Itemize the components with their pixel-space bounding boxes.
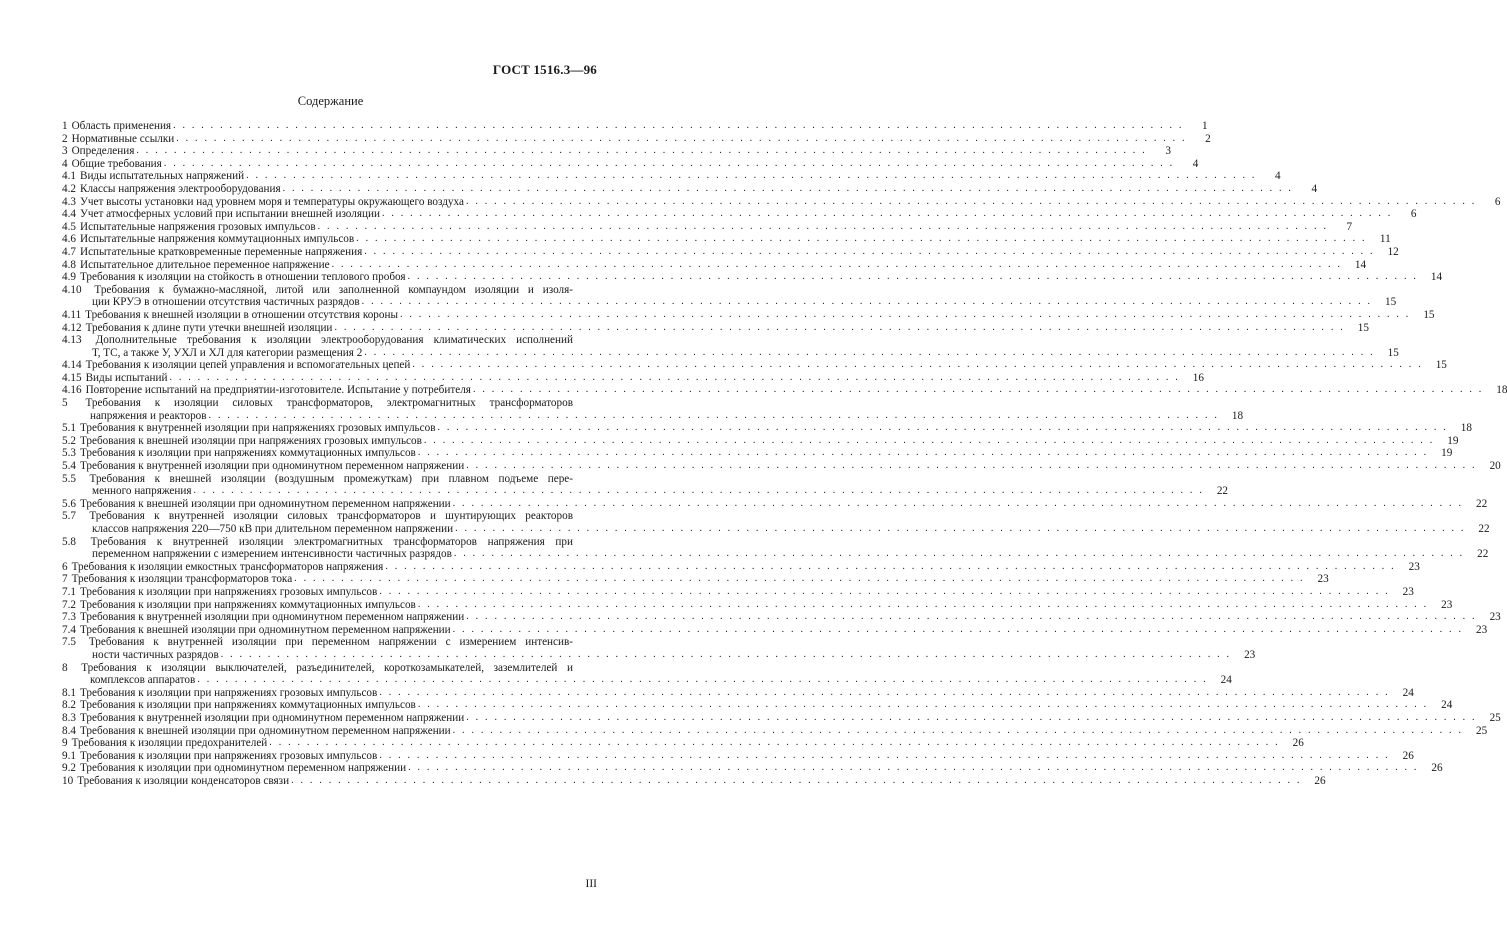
- toc-entry-text: Общие требования: [71, 157, 162, 170]
- toc-entry-number: 4.14: [62, 359, 82, 372]
- toc-entry[interactable]: [62, 623, 1488, 637]
- toc-dot-leader: . . . . . . . . . . . . . . . . . . . . . . . . . . . . . . . . . . . . . . . . . . . . . . . . . . . . . . . . . . . . . . . . . . . . . . . . . . . . . . . . . . . . . . . . . . . . . . . . . . . . . . . . . . . .: [400, 308, 1411, 320]
- toc-entry-number: 5.6: [62, 497, 76, 510]
- toc-entry-text: Требования к внешней изоляции в отношении отсутствия короны: [85, 308, 398, 321]
- toc-entry-text: Требования к внешней изоляции (воздушным промежуткам) при плавном подъеме пере-: [89, 472, 573, 485]
- toc-dot-leader: . . . . . . . . . . . . . . . . . . . . . . . . . . . . . . . . . . . . . . . . . . . . . . . . . . . . . . . . . . . . . . . . . . . . . . . . . . . . . . . . . . . . . . . . . . . . . . . . . . . . . . . . . . . .: [269, 737, 1280, 749]
- toc-entry[interactable]: [62, 548, 1489, 561]
- toc-entry-text: Повторение испытаний на предприятии-изготовителе. Испытание у потребителя: [85, 384, 471, 397]
- toc-entry-number: 6: [62, 560, 68, 573]
- toc-entry-number: 5.2: [62, 434, 76, 447]
- toc-dot-leader: . . . . . . . . . . . . . . . . . . . . . . . . . . . . . . . . . . . . . . . . . . . . . . . . . . . . . . . . . . . . . . . . . . . . . . . . . . . . . . . . . . . . . . . . . . . . . . . . . . . . . . . . . . . .: [437, 422, 1448, 434]
- toc-entry-number: 5: [62, 397, 68, 410]
- toc-entry-line: [62, 510, 599, 523]
- toc-dot-leader: . . . . . . . . . . . . . . . . . . . . . . . . . . . . . . . . . . . . . . . . . . . . . . . . . . . . . . . . . . . . . . . . . . . . . . . . . . . . . . . . . . . . . . . . . . . . . . . . . . . . . . . . . . . .: [452, 497, 1464, 509]
- toc-entry-text: Определения: [71, 145, 135, 158]
- toc-entry-number: 8.2: [62, 699, 76, 712]
- toc-entry-text: Область применения: [71, 120, 172, 132]
- toc-entry-text: Требования к изоляции при напряжениях коммутационных импульсов: [79, 447, 416, 460]
- toc-entry[interactable]: [62, 157, 1199, 171]
- toc-entry-text: Требования к внешней изоляции при одноминутном переменном напряжении: [79, 623, 451, 636]
- toc-entry[interactable]: [62, 686, 1414, 700]
- toc-entry[interactable]: [62, 308, 1435, 322]
- toc-entry-number: 5.3: [62, 447, 76, 460]
- toc-entry-text: Требования к изоляции при напряжениях коммутационных импульсов: [79, 598, 416, 611]
- toc-entry-page: 4: [1311, 182, 1318, 195]
- toc-entry[interactable]: [62, 699, 1453, 712]
- toc-entry[interactable]: [62, 774, 1326, 788]
- toc-entry-text: Требования к длине пути утечки внешней изоляции: [85, 321, 333, 334]
- toc-entry-number: 4.4: [62, 208, 76, 221]
- toc-dot-leader: . . . . . . . . . . . . . . . . . . . . . . . . . . . . . . . . . . . . . . . . . . . . . . . . . . . . . . . . . . . . . . . . . . . . . . . . . . . . . . . . . . . . . . . . . . . . . . . . . . . . . . . . . . . .: [452, 623, 1464, 635]
- toc-entry-number: 10: [62, 774, 74, 787]
- toc-entry-page: 23: [1408, 560, 1420, 573]
- toc-entry-number: 8.4: [62, 724, 76, 737]
- toc-entry[interactable]: [62, 321, 1369, 335]
- toc-entry-continuation: менного напряжения: [92, 485, 192, 498]
- toc-entry-page: 26: [1402, 749, 1414, 762]
- toc-entry-number: 5.1: [62, 422, 76, 435]
- toc-entry[interactable]: [62, 737, 1304, 750]
- toc-entry-page: 3: [1165, 145, 1171, 158]
- toc-entry-continuation: Т, ТС, а также У, УХЛ и ХЛ для категории размещения 2: [92, 346, 363, 359]
- toc-entry-text: Виды испытательных напряжений: [79, 170, 245, 183]
- toc-entry[interactable]: [62, 271, 1443, 284]
- toc-dot-leader: . . . . . . . . . . . . . . . . . . . . . . . . . . . . . . . . . . . . . . . . . . . . . . . . . . . . . . . . . . . . . . . . . . . . . . . . . . . . . . . . . . . . . . . . . . . . . . . . . . . . . . . . . . . .: [412, 359, 1423, 371]
- toc-entry-number: 4.6: [62, 233, 76, 246]
- toc-entry-text: Требования к внутренней изоляции при одноминутном переменном напряжении: [79, 460, 465, 473]
- toc-entry-page: 15: [1357, 321, 1369, 334]
- toc-entry-page: 7: [1346, 220, 1353, 233]
- toc-dot-leader: . . . . . . . . . . . . . . . . . . . . . . . . . . . . . . . . . . . . . . . . . . . . . . . . . . . . . . . . . . . . . . . . . . . . . . . . . . . . . . . . . . . . . . . . . . . . . . . . . . . . . . . . . . . .: [136, 145, 1147, 157]
- toc-entry-number: 4.12: [62, 321, 82, 334]
- toc-entry-page: 16: [1192, 371, 1204, 384]
- toc-entry[interactable]: [62, 195, 1501, 209]
- toc-entry[interactable]: [62, 611, 1501, 624]
- toc-entry-page: 6: [1410, 208, 1417, 221]
- toc-entry-number: 4.9: [62, 271, 76, 284]
- toc-entry[interactable]: [62, 145, 1171, 158]
- toc-entry[interactable]: [62, 346, 1399, 360]
- toc-dot-leader: . . . . . . . . . . . . . . . . . . . . . . . . . . . . . . . . . . . . . . . . . . . . . . . . . . . . . . . . . . . . . . . . . . . . . . . . . . . . . . . . . . . . . . . . . . . . . . . . . . . . . . . . . . . .: [356, 233, 1367, 245]
- toc-entry-number: 7.5: [62, 636, 76, 649]
- toc-entry[interactable]: [62, 371, 1204, 385]
- toc-entry-number: 4.1: [62, 170, 76, 183]
- toc-entry-continuation: переменном напряжении с измерением интенсивности частичных разрядов: [92, 548, 452, 561]
- toc-entry-text: Виды испытаний: [85, 371, 168, 384]
- toc-dot-leader: . . . . . . . . . . . . . . . . . . . . . . . . . . . . . . . . . . . . . . . . . . . . . . . . . . . . . . . . . . . . . . . . . . . . . . . . . . . . . . . . . . . . . . . . . . . . . . . . . . . . . . . . . . . .: [417, 447, 1429, 459]
- toc-entry[interactable]: [62, 724, 1488, 738]
- toc-entry-page: 14: [1430, 271, 1443, 284]
- toc-entry-number: 4.13: [62, 334, 82, 347]
- toc-dot-leader: . . . . . . . . . . . . . . . . . . . . . . . . . . . . . . . . . . . . . . . . . . . . . . . . . . . . . . . . . . . . . . . . . . . . . . . . . . . . . . . . . . . . . . . . . . . . . . . . . . . . . . . . . . . .: [294, 573, 1305, 585]
- toc-entry[interactable]: [62, 674, 1232, 687]
- toc-entry-continuation: напряжения и реакторов: [90, 409, 207, 422]
- toc-dot-leader: . . . . . . . . . . . . . . . . . . . . . . . . . . . . . . . . . . . . . . . . . . . . . . . . . . . . . . . . . . . . . . . . . . . . . . . . . . . . . . . . . . . . . . . . . . . . . . . . . . . . . . . . . . . .: [379, 585, 1390, 597]
- toc-entry-page: 22: [1475, 497, 1488, 510]
- toc-entry-line: [62, 636, 599, 649]
- toc-entry-continuation: классов напряжения 220—750 кВ при длительном переменном напряжении: [92, 523, 454, 535]
- toc-entry-text: Требования к внутренней изоляции при одноминутном переменном напряжении: [79, 711, 465, 724]
- toc-entry[interactable]: [62, 460, 1501, 473]
- toc-entry-text: Учет атмосферных условий при испытании внешней изоляции: [79, 208, 380, 221]
- toc-entry[interactable]: [62, 359, 1447, 372]
- toc-entry[interactable]: [62, 585, 1414, 599]
- toc-entry-page: 25: [1489, 711, 1501, 724]
- toc-entry[interactable]: [62, 384, 1507, 397]
- toc-entry-text: Требования к внутренней изоляции электромагнитных трансформаторов напряжения при: [90, 535, 574, 548]
- toc-entry[interactable]: [62, 296, 1397, 309]
- toc-dot-leader: . . . . . . . . . . . . . . . . . . . . . . . . . . . . . . . . . . . . . . . . . . . . . . . . . . . . . . . . . . . . . . . . . . . . . . . . . . . . . . . . . . . . . . . . . . . . . . . . . . . . . . . . . . . .: [453, 548, 1465, 560]
- toc-dot-leader: . . . . . . . . . . . . . . . . . . . . . . . . . . . . . . . . . . . . . . . . . . . . . . . . . . . . . . . . . . . . . . . . . . . . . . . . . . . . . . . . . . . . . . . . . . . . . . . . . . . . . . . . . . . .: [408, 762, 1419, 774]
- toc-entry[interactable]: [62, 648, 1256, 662]
- toc-entry-number: 9.2: [62, 762, 76, 775]
- toc-entry[interactable]: [62, 434, 1459, 448]
- toc-entry-line: [62, 397, 599, 410]
- toc-entry[interactable]: [62, 170, 1281, 183]
- toc-entry-number: 7: [62, 573, 68, 586]
- toc-entry-text: Требования к изоляции емкостных трансформаторов напряжения: [71, 560, 384, 573]
- toc-entry[interactable]: [62, 447, 1453, 460]
- toc-dot-leader: . . . . . . . . . . . . . . . . . . . . . . . . . . . . . . . . . . . . . . . . . . . . . . . . . . . . . . . . . . . . . . . . . . . . . . . . . . . . . . . . . . . . . . . . . . . . . . . . . . . . . . . . . . . .: [334, 321, 1345, 333]
- toc-entry-page: 18: [1231, 409, 1244, 422]
- toc-entry-page: 24: [1402, 686, 1414, 699]
- toc-dot-leader: . . . . . . . . . . . . . . . . . . . . . . . . . . . . . . . . . . . . . . . . . . . . . . . . . . . . . . . . . . . . . . . . . . . . . . . . . . . . . . . . . . . . . . . . . . . . . . . . . . . . . . . . . . . .: [291, 774, 1302, 786]
- toc-entry[interactable]: [62, 233, 1391, 246]
- toc-entry-text: Требования к внешней изоляции при одноминутном переменном напряжении: [79, 724, 451, 737]
- toc-entry-number: 4.7: [62, 245, 76, 258]
- toc-entry-text: Требования к внутренней изоляции при одноминутном переменном напряжении: [79, 611, 465, 624]
- toc-entry[interactable]: [62, 409, 1244, 423]
- toc-entry[interactable]: [62, 749, 1414, 763]
- toc-entry-number: 7.4: [62, 623, 76, 636]
- toc-entry-continuation: ции КРУЭ в отношении отсутствия частичных разрядов: [92, 296, 360, 309]
- toc-entry[interactable]: [62, 573, 1329, 586]
- toc-entry[interactable]: [62, 485, 1229, 498]
- toc-dot-leader: . . . . . . . . . . . . . . . . . . . . . . . . . . . . . . . . . . . . . . . . . . . . . . . . . . . . . . . . . . . . . . . . . . . . . . . . . . . . . . . . . . . . . . . . . . . . . . . . . . . . . . . . . . . .: [385, 560, 1396, 572]
- toc-entry[interactable]: [62, 762, 1443, 775]
- toc-entry[interactable]: [62, 132, 1211, 146]
- toc-entry-number: 7.3: [62, 611, 76, 624]
- toc-dot-leader: . . . . . . . . . . . . . . . . . . . . . . . . . . . . . . . . . . . . . . . . . . . . . . . . . . . . . . . . . . . . . . . . . . . . . . . . . . . . . . . . . . . . . . . . . . . . . . . . . . . . . . . . . . . .: [208, 409, 1220, 421]
- toc-entry-number: 9: [62, 737, 68, 750]
- toc-entry-text: Требования к изоляции предохранителей: [71, 737, 268, 750]
- toc-entry-page: 26: [1292, 737, 1304, 750]
- toc-entry-text: Требования к изоляции силовых трансформаторов, электромагнитных трансформаторов: [85, 397, 573, 410]
- toc-dot-leader: . . . . . . . . . . . . . . . . . . . . . . . . . . . . . . . . . . . . . . . . . . . . . . . . . . . . . . . . . . . . . . . . . . . . . . . . . . . . . . . . . . . . . . . . . . . . . . . . . . . . . . . . . . . .: [465, 195, 1477, 207]
- toc-entry-text: Требования к изоляции при напряжениях грозовых импульсов: [79, 686, 378, 699]
- toc-entry[interactable]: [62, 258, 1367, 272]
- toc-dot-leader: . . . . . . . . . . . . . . . . . . . . . . . . . . . . . . . . . . . . . . . . . . . . . . . . . . . . . . . . . . . . . . . . . . . . . . . . . . . . . . . . . . . . . . . . . . . . . . . . . . . . . . . . . . . .: [176, 132, 1187, 144]
- toc-entry-number: 2: [62, 132, 68, 145]
- toc-entry-text: Требования к изоляции выключателей, разъединителей, короткозамыкателей, заземлителей и: [81, 661, 574, 674]
- toc-entry[interactable]: [62, 208, 1417, 221]
- toc-dot-leader: . . . . . . . . . . . . . . . . . . . . . . . . . . . . . . . . . . . . . . . . . . . . . . . . . . . . . . . . . . . . . . . . . . . . . . . . . . . . . . . . . . . . . . . . . . . . . . . . . . . . . . . . . . . .: [423, 434, 1435, 446]
- page-title: Содержание: [297, 94, 364, 108]
- toc-entry-number: 4: [62, 157, 68, 170]
- toc-entry-page: 22: [1477, 548, 1489, 561]
- toc-entry-page: 26: [1431, 762, 1443, 775]
- toc-entry-number: 4.11: [62, 308, 82, 321]
- toc-dot-leader: . . . . . . . . . . . . . . . . . . . . . . . . . . . . . . . . . . . . . . . . . . . . . . . . . . . . . . . . . . . . . . . . . . . . . . . . . . . . . . . . . . . . . . . . . . . . . . . . . . . . . . . . . . . .: [417, 598, 1429, 610]
- toc-entry-text: Требования к изоляции трансформаторов тока: [71, 573, 293, 586]
- toc-entry-page: 19: [1441, 447, 1453, 460]
- toc-entry-text: Требования к бумажно-масляной, литой или заполненной компаундом изоляции и изоля-: [94, 283, 573, 296]
- toc-entry[interactable]: [62, 560, 1420, 574]
- toc-entry-page: 23: [1475, 623, 1488, 636]
- toc-entry-line: [62, 334, 599, 347]
- toc-entry-text: Требования к изоляции при одноминутном переменном напряжении: [79, 762, 407, 775]
- toc-dot-leader: . . . . . . . . . . . . . . . . . . . . . . . . . . . . . . . . . . . . . . . . . . . . . . . . . . . . . . . . . . . . . . . . . . . . . . . . . . . . . . . . . . . . . . . . . . . . . . . . . . . . . . . . . . . .: [455, 523, 1466, 534]
- toc-entry[interactable]: [62, 598, 1453, 612]
- toc-entry-number: 4.15: [62, 371, 82, 384]
- toc-entry-text: Требования к изоляции на стойкость в отношении теплового пробоя: [79, 271, 406, 284]
- toc-entry-line: [62, 473, 599, 486]
- toc-entry-number: 5.7: [62, 510, 76, 523]
- toc-dot-leader: . . . . . . . . . . . . . . . . . . . . . . . . . . . . . . . . . . . . . . . . . . . . . . . . . . . . . . . . . . . . . . . . . . . . . . . . . . . . . . . . . . . . . . . . . . . . . . . . . . . . . . . . . . . .: [364, 346, 1375, 358]
- toc-entry-text: Дополнительные требования к изоляции электрооборудования климатических исполнений: [95, 334, 573, 347]
- toc-dot-leader: . . . . . . . . . . . . . . . . . . . . . . . . . . . . . . . . . . . . . . . . . . . . . . . . . . . . . . . . . . . . . . . . . . . . . . . . . . . . . . . . . . . . . . . . . . . . . . . . . . . . . . . . . . . .: [466, 711, 1477, 723]
- toc-dot-leader: . . . . . . . . . . . . . . . . . . . . . . . . . . . . . . . . . . . . . . . . . . . . . . . . . . . . . . . . . . . . . . . . . . . . . . . . . . . . . . . . . . . . . . . . . . . . . . . . . . . . . . . . . . . .: [381, 208, 1393, 220]
- toc-entry-text: Требования к внутренней изоляции силовых трансформаторов и шунтирующих реакторов: [89, 510, 573, 523]
- toc-entry-page: 26: [1314, 774, 1326, 787]
- toc-entry-page: 15: [1423, 308, 1435, 321]
- standard-code: ГОСТ 1516.3—96: [492, 62, 597, 77]
- toc-dot-leader: . . . . . . . . . . . . . . . . . . . . . . . . . . . . . . . . . . . . . . . . . . . . . . . . . . . . . . . . . . . . . . . . . . . . . . . . . . . . . . . . . . . . . . . . . . . . . . . . . . . . . . . . . . . .: [197, 674, 1208, 686]
- toc-entry-number: 1: [62, 120, 68, 132]
- toc-entry-page: 1: [1201, 120, 1208, 132]
- page-number: III: [585, 878, 597, 890]
- toc-entry-text: Испытательное длительное переменное напряжение: [79, 258, 330, 271]
- toc-entry-text: Требования к изоляции при напряжениях грозовых импульсов: [79, 585, 378, 598]
- toc-dot-leader: . . . . . . . . . . . . . . . . . . . . . . . . . . . . . . . . . . . . . . . . . . . . . . . . . . . . . . . . . . . . . . . . . . . . . . . . . . . . . . . . . . . . . . . . . . . . . . . . . . . . . . . . . . . .: [361, 296, 1373, 308]
- toc-dot-leader: . . . . . . . . . . . . . . . . . . . . . . . . . . . . . . . . . . . . . . . . . . . . . . . . . . . . . . . . . . . . . . . . . . . . . . . . . . . . . . . . . . . . . . . . . . . . . . . . . . . . . . . . . . . .: [246, 170, 1257, 182]
- toc-entry-text: Требования к изоляции цепей управления и вспомогательных цепей: [85, 359, 411, 372]
- toc-entry-text: Нормативные ссылки: [71, 132, 175, 145]
- toc-entry-page: 20: [1489, 460, 1501, 473]
- toc-entry-page: 24: [1220, 674, 1232, 687]
- toc-entry-page: 24: [1441, 699, 1453, 712]
- toc-entry-page: 23: [1441, 598, 1453, 611]
- toc-entry-number: 5.5: [62, 472, 76, 485]
- toc-dot-leader: . . . . . . . . . . . . . . . . . . . . . . . . . . . . . . . . . . . . . . . . . . . . . . . . . . . . . . . . . . . . . . . . . . . . . . . . . . . . . . . . . . . . . . . . . . . . . . . . . . . . . . . . . . . .: [466, 460, 1477, 472]
- toc-entry-page: 15: [1435, 359, 1447, 372]
- toc-entry-line: [62, 536, 599, 549]
- toc-entry-page: 22: [1216, 485, 1229, 498]
- toc-entry-page: 23: [1317, 573, 1329, 586]
- toc-dot-leader: . . . . . . . . . . . . . . . . . . . . . . . . . . . . . . . . . . . . . . . . . . . . . . . . . . . . . . . . . . . . . . . . . . . . . . . . . . . . . . . . . . . . . . . . . . . . . . . . . . . . . . . . . . . .: [417, 699, 1429, 711]
- toc-entry-continuation: ности частичных разрядов: [92, 648, 219, 661]
- toc-dot-leader: . . . . . . . . . . . . . . . . . . . . . . . . . . . . . . . . . . . . . . . . . . . . . . . . . . . . . . . . . . . . . . . . . . . . . . . . . . . . . . . . . . . . . . . . . . . . . . . . . . . . . . . . . . . .: [379, 686, 1390, 698]
- toc-entry-number: 9.1: [62, 749, 76, 762]
- toc-entry-page: 18: [1496, 384, 1507, 397]
- toc-entry-line: [62, 284, 599, 297]
- toc-entry-number: 4.3: [62, 195, 76, 208]
- toc-entry[interactable]: [62, 182, 1318, 196]
- toc-entry-page: 18: [1460, 422, 1472, 435]
- toc-entry-page: 14: [1354, 258, 1367, 271]
- toc-entry-number: 7.1: [62, 585, 76, 598]
- toc-entry[interactable]: [62, 422, 1472, 435]
- toc-entry[interactable]: [62, 711, 1501, 725]
- toc-entry-number: 5.8: [62, 535, 76, 548]
- toc-entry-number: 4.5: [62, 220, 76, 233]
- toc-entry[interactable]: [62, 120, 1208, 133]
- toc-dot-leader: . . . . . . . . . . . . . . . . . . . . . . . . . . . . . . . . . . . . . . . . . . . . . . . . . . . . . . . . . . . . . . . . . . . . . . . . . . . . . . . . . . . . . . . . . . . . . . . . . . . . . . . . . . . .: [472, 384, 1484, 396]
- toc-entry-number: 3: [62, 145, 68, 158]
- toc-dot-leader: . . . . . . . . . . . . . . . . . . . . . . . . . . . . . . . . . . . . . . . . . . . . . . . . . . . . . . . . . . . . . . . . . . . . . . . . . . . . . . . . . . . . . . . . . . . . . . . . . . . . . . . . . . . .: [317, 220, 1329, 232]
- toc-entry-line: [62, 662, 599, 675]
- toc-entry[interactable]: [62, 523, 1490, 536]
- toc-dot-leader: . . . . . . . . . . . . . . . . . . . . . . . . . . . . . . . . . . . . . . . . . . . . . . . . . . . . . . . . . . . . . . . . . . . . . . . . . . . . . . . . . . . . . . . . . . . . . . . . . . . . . . . . . . . .: [466, 611, 1477, 623]
- toc-dot-leader: . . . . . . . . . . . . . . . . . . . . . . . . . . . . . . . . . . . . . . . . . . . . . . . . . . . . . . . . . . . . . . . . . . . . . . . . . . . . . . . . . . . . . . . . . . . . . . . . . . . . . . . . . . . .: [163, 157, 1175, 169]
- toc-entry-page: 15: [1387, 346, 1399, 359]
- toc-entry-number: 8.1: [62, 686, 76, 699]
- toc-entry[interactable]: [62, 245, 1399, 259]
- toc-dot-leader: . . . . . . . . . . . . . . . . . . . . . . . . . . . . . . . . . . . . . . . . . . . . . . . . . . . . . . . . . . . . . . . . . . . . . . . . . . . . . . . . . . . . . . . . . . . . . . . . . . . . . . . . . . . .: [452, 724, 1464, 736]
- toc-entry-text: Испытательные напряжения грозовых импульсов: [79, 220, 316, 233]
- table-of-contents: [62, 120, 1507, 787]
- toc-entry-page: 4: [1274, 170, 1281, 183]
- toc-entry[interactable]: [62, 220, 1353, 234]
- toc-entry[interactable]: [62, 497, 1488, 511]
- toc-entry-page: 15: [1384, 296, 1397, 309]
- toc-entry-page: 23: [1402, 585, 1414, 598]
- toc-entry-number: 4.10: [62, 283, 82, 296]
- toc-entry-page: 25: [1475, 724, 1488, 737]
- toc-entry-text: Учет высоты установки над уровнем моря и температуры окружающего воздуха: [79, 195, 464, 208]
- toc-entry-text: Испытательные кратковременные переменные напряжения: [79, 245, 363, 258]
- toc-dot-leader: . . . . . . . . . . . . . . . . . . . . . . . . . . . . . . . . . . . . . . . . . . . . . . . . . . . . . . . . . . . . . . . . . . . . . . . . . . . . . . . . . . . . . . . . . . . . . . . . . . . . . . . . . . . .: [331, 258, 1343, 270]
- toc-dot-leader: . . . . . . . . . . . . . . . . . . . . . . . . . . . . . . . . . . . . . . . . . . . . . . . . . . . . . . . . . . . . . . . . . . . . . . . . . . . . . . . . . . . . . . . . . . . . . . . . . . . . . . . . . . . .: [282, 182, 1294, 194]
- toc-entry-number: 7.2: [62, 598, 76, 611]
- toc-dot-leader: . . . . . . . . . . . . . . . . . . . . . . . . . . . . . . . . . . . . . . . . . . . . . . . . . . . . . . . . . . . . . . . . . . . . . . . . . . . . . . . . . . . . . . . . . . . . . . . . . . . . . . . . . . . .: [407, 271, 1419, 283]
- toc-entry-number: 8: [62, 661, 68, 674]
- toc-entry-number: 4.16: [62, 384, 82, 397]
- toc-entry-page: 11: [1379, 233, 1391, 246]
- toc-entry-page: 19: [1447, 434, 1459, 447]
- toc-entry-text: Требования к внешней изоляции при напряжениях грозовых импульсов: [79, 434, 422, 447]
- toc-entry-page: 6: [1494, 195, 1501, 208]
- toc-dot-leader: . . . . . . . . . . . . . . . . . . . . . . . . . . . . . . . . . . . . . . . . . . . . . . . . . . . . . . . . . . . . . . . . . . . . . . . . . . . . . . . . . . . . . . . . . . . . . . . . . . . . . . . . . . . .: [193, 485, 1205, 497]
- toc-dot-leader: . . . . . . . . . . . . . . . . . . . . . . . . . . . . . . . . . . . . . . . . . . . . . . . . . . . . . . . . . . . . . . . . . . . . . . . . . . . . . . . . . . . . . . . . . . . . . . . . . . . . . . . . . . . .: [169, 371, 1180, 383]
- toc-entry-number: 4.2: [62, 182, 76, 195]
- toc-entry-continuation: комплексов аппаратов: [90, 674, 196, 687]
- toc-entry-text: Требования к изоляции при напряжениях коммутационных импульсов: [79, 699, 416, 712]
- toc-entry-page: 23: [1244, 648, 1256, 661]
- toc-entry-text: Испытательные напряжения коммутационных импульсов: [79, 233, 355, 246]
- toc-entry-text: Требования к изоляции при напряжениях грозовых импульсов: [79, 749, 378, 762]
- toc-entry-text: Требования к изоляции конденсаторов связи: [77, 774, 290, 787]
- toc-entry-number: 8.3: [62, 711, 76, 724]
- toc-entry-text: Требования к внутренней изоляции при переменном напряжении с измерением интенсив-: [88, 636, 573, 649]
- toc-dot-leader: . . . . . . . . . . . . . . . . . . . . . . . . . . . . . . . . . . . . . . . . . . . . . . . . . . . . . . . . . . . . . . . . . . . . . . . . . . . . . . . . . . . . . . . . . . . . . . . . . . . . . . . . . . . .: [220, 648, 1232, 660]
- toc-entry-page: 12: [1387, 245, 1399, 258]
- toc-entry-page: 22: [1478, 523, 1490, 535]
- toc-entry-text: Требования к внешней изоляции при одноминутном переменном напряжении: [79, 497, 451, 510]
- toc-dot-leader: . . . . . . . . . . . . . . . . . . . . . . . . . . . . . . . . . . . . . . . . . . . . . . . . . . . . . . . . . . . . . . . . . . . . . . . . . . . . . . . . . . . . . . . . . . . . . . . . . . . . . . . . . . . .: [173, 120, 1184, 131]
- toc-entry-number: 5.4: [62, 460, 76, 473]
- toc-entry-page: 23: [1489, 611, 1501, 624]
- toc-entry-text: Требования к внутренней изоляции при напряжениях грозовых импульсов: [79, 422, 436, 435]
- toc-entry-number: 4.8: [62, 258, 76, 271]
- toc-entry-page: 2: [1205, 132, 1211, 145]
- toc-dot-leader: . . . . . . . . . . . . . . . . . . . . . . . . . . . . . . . . . . . . . . . . . . . . . . . . . . . . . . . . . . . . . . . . . . . . . . . . . . . . . . . . . . . . . . . . . . . . . . . . . . . . . . . . . . . .: [379, 749, 1390, 761]
- toc-dot-leader: . . . . . . . . . . . . . . . . . . . . . . . . . . . . . . . . . . . . . . . . . . . . . . . . . . . . . . . . . . . . . . . . . . . . . . . . . . . . . . . . . . . . . . . . . . . . . . . . . . . . . . . . . . . .: [364, 245, 1375, 257]
- toc-entry-text: Классы напряжения электрооборудования: [79, 182, 281, 195]
- toc-entry-page: 4: [1192, 157, 1199, 170]
